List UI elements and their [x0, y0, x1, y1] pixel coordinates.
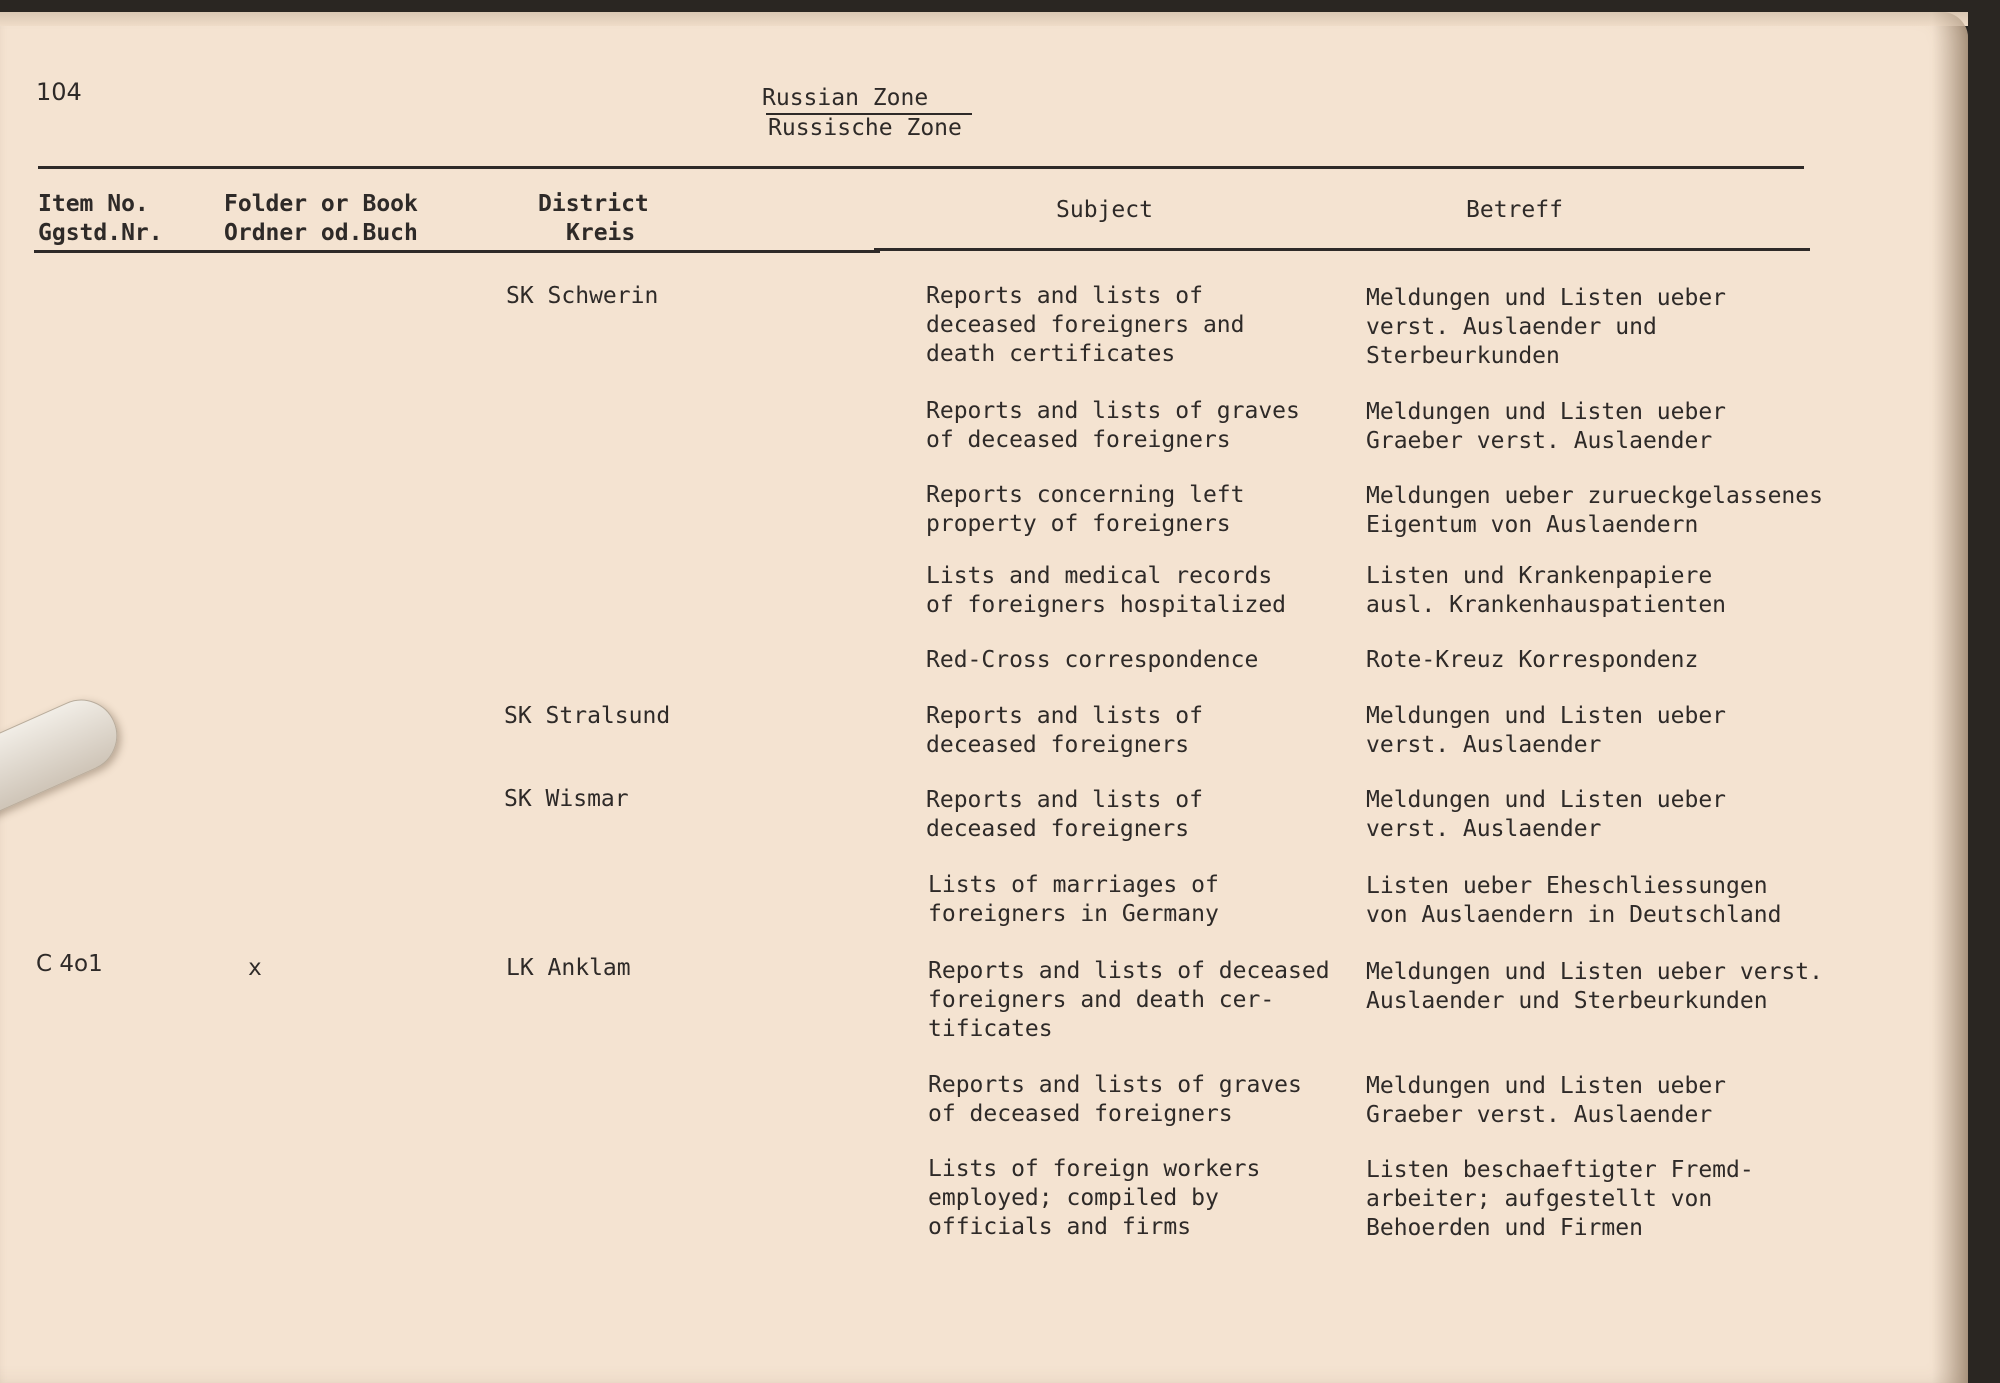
betreff-cell: Listen beschaeftigter Fremd- arbeiter; aufgestellt von Behoerden und Firmen: [1366, 1157, 1754, 1241]
betreff-cell: Listen und Krankenpapiere ausl. Krankenhauspatienten: [1366, 563, 1727, 618]
district-cell: SK Wismar: [504, 786, 629, 812]
subject-cell: Reports and lists of deceased foreigners and death cer- tificates: [928, 958, 1330, 1042]
subject-cell: Reports and lists of graves of deceased foreigners: [926, 398, 1300, 453]
subject-cell: Red-Cross correspondence: [926, 647, 1259, 673]
betreff-cell: Meldungen und Listen ueber verst. Auslaender: [1366, 787, 1727, 842]
header-item-no-de: Ggstd.Nr.: [38, 220, 163, 246]
betreff-cell: Listen ueber Eheschliessungen von Auslaendern in Deutschland: [1366, 873, 1782, 928]
header-betreff: Betreff: [1466, 197, 1563, 223]
subject-cell: Reports and lists of deceased foreigners and death certificates: [926, 283, 1245, 367]
subject-cell: Reports and lists of graves of deceased foreigners: [928, 1072, 1302, 1127]
header-item-no: Item No.: [38, 191, 149, 217]
page-number: 104: [36, 78, 82, 106]
header-folder: Folder or Book: [224, 191, 418, 217]
district-cell: LK Anklam: [506, 955, 631, 981]
folder-cell: x: [248, 955, 262, 981]
district-cell: SK Schwerin: [506, 283, 659, 309]
header-folder-de: Ordner od.Buch: [224, 220, 418, 246]
header-top-rule: [38, 166, 1804, 169]
betreff-cell: Meldungen und Listen ueber verst. Auslaender und Sterbeurkunden: [1366, 285, 1727, 369]
subject-cell: Lists of foreign workers employed; compiled by officials and firms: [928, 1156, 1261, 1240]
page-title: Russian Zone: [762, 85, 929, 111]
header-district: District: [538, 191, 649, 217]
betreff-cell: Meldungen ueber zurueckgelassenes Eigentum von Auslaendern: [1366, 483, 1823, 538]
subject-cell: Lists of marriages of foreigners in Germany: [928, 872, 1219, 927]
page-subtitle: Russische Zone: [768, 115, 962, 141]
district-cell: SK Stralsund: [504, 703, 671, 729]
subject-cell: Reports and lists of deceased foreigners: [926, 703, 1203, 758]
item-no-cell: C 4o1: [36, 951, 103, 977]
header-subject: Subject: [1056, 197, 1153, 223]
header-bottom-rule-right: [874, 248, 1810, 251]
subject-cell: Reports and lists of deceased foreigners: [926, 787, 1203, 842]
betreff-cell: Meldungen und Listen ueber verst. Auslaender: [1366, 703, 1727, 758]
header-district-de: Kreis: [566, 220, 636, 246]
page-top-edge: [0, 12, 1968, 26]
betreff-cell: Meldungen und Listen ueber Graeber verst. Auslaender: [1366, 399, 1727, 454]
betreff-cell: Rote-Kreuz Korrespondenz: [1366, 647, 1699, 673]
header-bottom-rule-left: [34, 250, 880, 253]
subject-cell: Reports concerning left property of foreigners: [926, 482, 1245, 537]
page-curl-shadow: [1932, 12, 1968, 1383]
betreff-cell: Meldungen und Listen ueber Graeber verst. Auslaender: [1366, 1073, 1727, 1128]
betreff-cell: Meldungen und Listen ueber verst. Auslaender und Sterbeurkunden: [1366, 959, 1823, 1014]
subject-cell: Lists and medical records of foreigners hospitalized: [926, 563, 1287, 618]
